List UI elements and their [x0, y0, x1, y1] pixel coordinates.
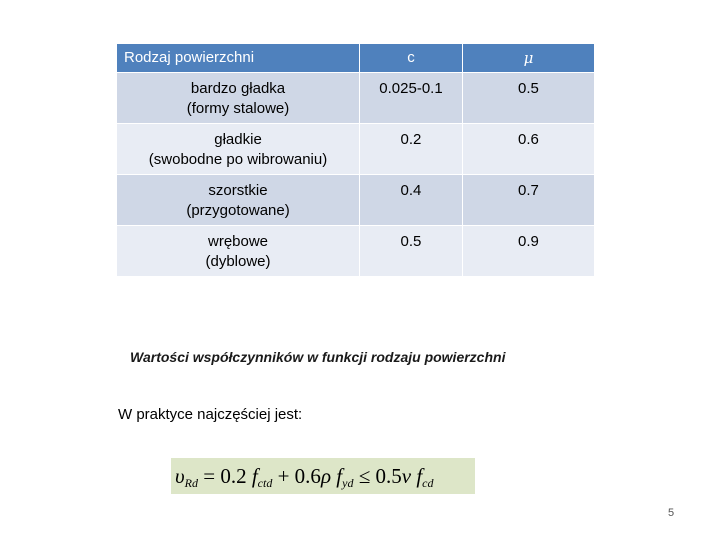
mu-cell	[462, 175, 594, 226]
surface-name: bardzo gładka	[190, 80, 286, 97]
surface-cell	[117, 226, 360, 277]
header-c: c	[360, 44, 463, 73]
surface-name: szorstkie	[208, 182, 268, 199]
surface-cell	[117, 124, 360, 175]
formula-le: ≤ 0.5	[353, 464, 402, 488]
surface-desc: (swobodne po wibrowaniu)	[148, 151, 328, 168]
mu-cell	[462, 124, 594, 175]
c-cell	[360, 226, 463, 277]
surface-cell	[117, 175, 360, 226]
header-surface-type: Rodzaj powierzchni	[117, 44, 360, 73]
formula-box	[171, 458, 475, 494]
mu-value: 0.6	[518, 131, 539, 148]
formula-f3: f	[411, 464, 423, 488]
mu-value: 0.5	[518, 80, 539, 97]
formula-f2: f	[331, 464, 343, 488]
table-caption: Wartości współczynników w funkcji rodzaju powierzchni	[130, 349, 506, 365]
table-row	[117, 124, 595, 175]
c-cell	[360, 73, 463, 124]
table-row	[117, 226, 595, 277]
table-header-row	[117, 44, 595, 73]
c-value: 0.4	[400, 182, 422, 199]
c-cell	[360, 124, 463, 175]
table-row	[117, 175, 595, 226]
intro-text: W praktyce najczęściej jest:	[118, 406, 303, 423]
surface-desc: (formy stalowe)	[186, 100, 290, 117]
c-cell	[360, 175, 463, 226]
formula-f3-sub: cd	[422, 476, 434, 490]
table-row	[117, 73, 595, 124]
formula-v: υ	[175, 464, 185, 488]
surface-desc: (dyblowe)	[205, 253, 271, 270]
coefficient-table	[116, 43, 595, 277]
mu-value: 0.7	[518, 182, 539, 199]
formula-f2-sub: yd	[342, 476, 354, 490]
formula-eq: = 0.2	[197, 464, 252, 488]
c-value: 0.2	[400, 131, 422, 148]
formula-rho: ρ	[320, 464, 332, 488]
surface-cell	[117, 73, 360, 124]
c-value: 0.5	[400, 233, 422, 250]
surface-desc: (przygotowane)	[186, 202, 290, 219]
header-mu: μ	[462, 44, 594, 73]
mu-cell	[462, 226, 594, 277]
page-number: 5	[668, 507, 675, 519]
formula-f1-sub: ctd	[257, 476, 273, 490]
mu-value: 0.9	[518, 233, 539, 250]
c-value: 0.025-0.1	[379, 80, 443, 97]
mu-cell	[462, 73, 594, 124]
surface-name: gładkie	[214, 131, 262, 148]
surface-name: wrębowe	[208, 233, 269, 250]
formula-nu: ν	[401, 464, 412, 488]
formula-plus: + 0.6	[272, 464, 321, 488]
formula-v-sub: Rd	[184, 476, 198, 490]
formula-f1: f	[251, 464, 258, 488]
